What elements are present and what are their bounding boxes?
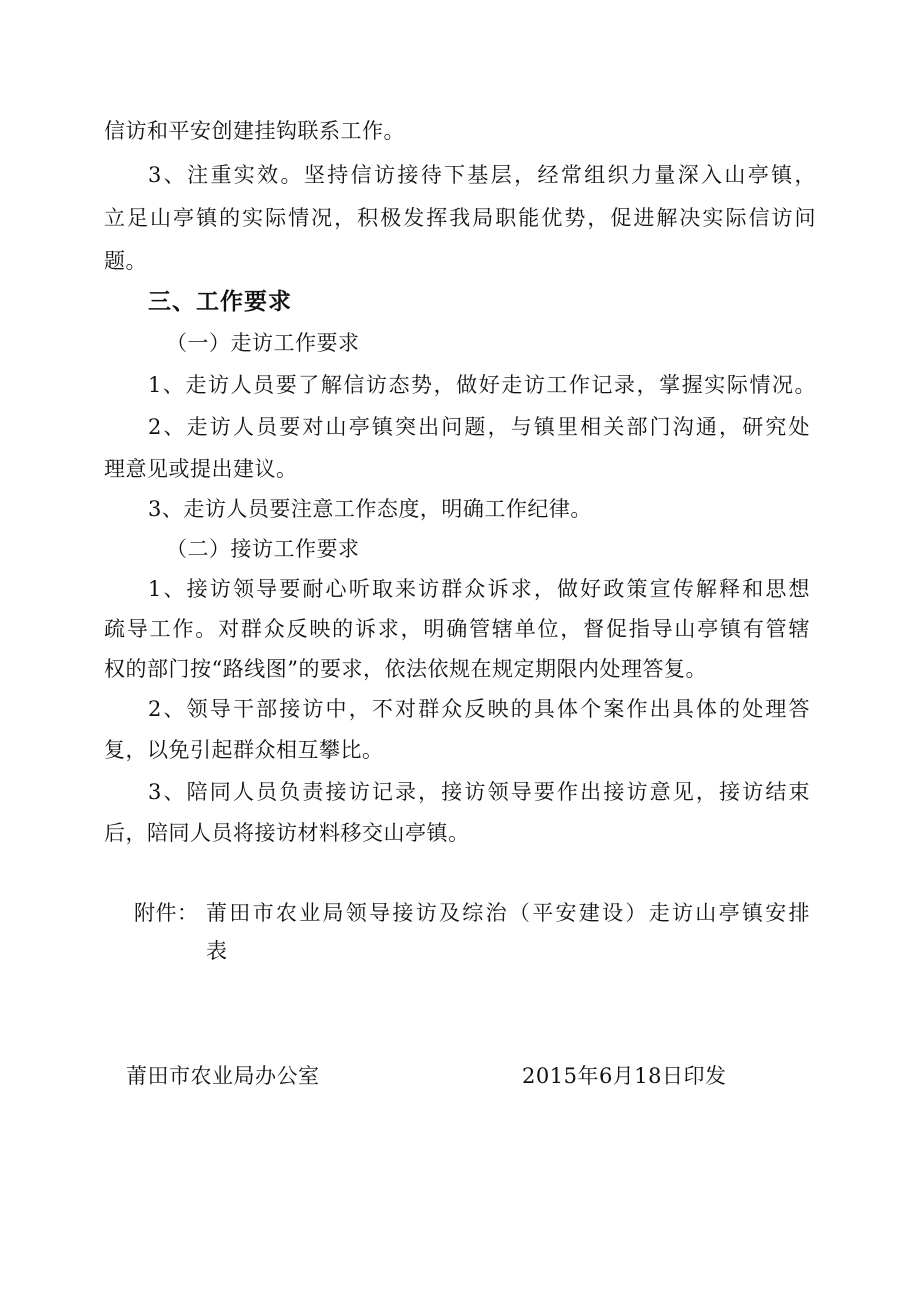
paragraph-line: 题。 [104, 249, 147, 273]
attachment-title-continued: 表 [206, 939, 227, 963]
paragraph-line: 信访和平安创建挂钩联系工作。 [104, 119, 405, 143]
paragraph-line: 疏导工作。对群众反映的诉求，明确管辖单位，督促指导山亭镇有管辖 [104, 617, 810, 641]
paragraph-line: 3、走访人员要注意工作态度，明确工作纪律。 [148, 497, 592, 521]
paragraph-line: 权的部门按“路线图”的要求，依法依规在规定期限内处理答复。 [104, 657, 707, 681]
paragraph-line: 立足山亭镇的实际情况，积极发挥我局职能优势，促进解决实际信访问 [104, 206, 816, 230]
paragraph-line: 3、注重实效。坚持信访接待下基层，经常组织力量深入山亭镇， [148, 163, 816, 187]
issue-date: 2015年6月18日印发 [522, 1064, 727, 1088]
paragraph-line: 1、接访领导要耐心听取来访群众诉求，做好政策宣传解释和思想 [148, 577, 810, 601]
paragraph-line: 2、领导干部接访中，不对群众反映的具体个案作出具体的处理答 [148, 697, 810, 721]
subsection-heading: （二）接访工作要求 [166, 537, 360, 561]
paragraph-line: 1、走访人员要了解信访态势，做好走访工作记录，掌握实际情况。 [148, 373, 816, 397]
paragraph-line: 2、走访人员要对山亭镇突出问题，与镇里相关部门沟通，研究处 [148, 415, 810, 439]
attachment-label: 附件： [134, 901, 199, 925]
paragraph-line: 3、陪同人员负责接访记录，接访领导要作出接访意见，接访结束 [148, 780, 810, 804]
paragraph-line: 后，陪同人员将接访材料移交山亭镇。 [104, 821, 470, 845]
section-heading: 三、工作要求 [148, 289, 292, 315]
paragraph-line: 复，以免引起群众相互攀比。 [104, 738, 384, 762]
subsection-heading: （一）走访工作要求 [166, 331, 360, 355]
attachment-title: 莆田市农业局领导接访及综治（平安建设）走访山亭镇安排 [206, 901, 810, 925]
paragraph-line: 理意见或提出建议。 [104, 457, 298, 481]
issuing-office: 莆田市农业局办公室 [126, 1064, 320, 1088]
